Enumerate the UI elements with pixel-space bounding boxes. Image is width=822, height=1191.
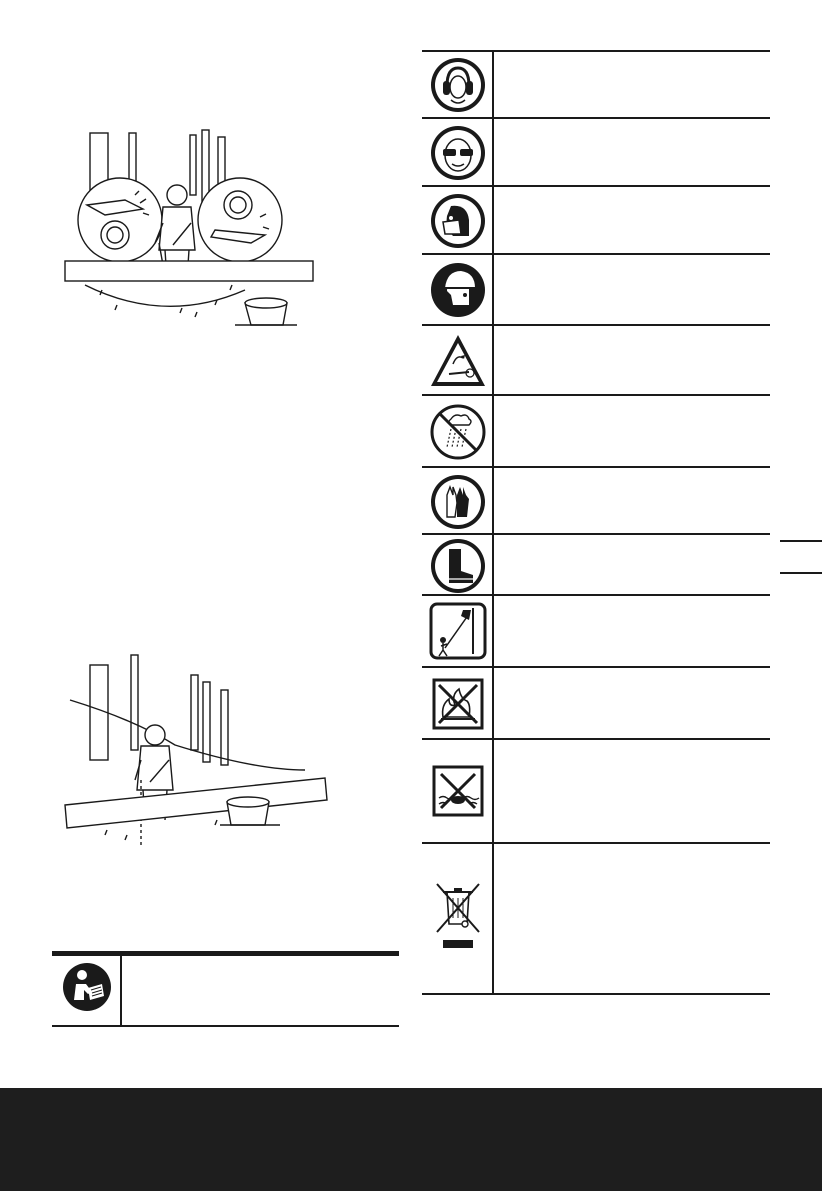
symbol-row <box>422 466 770 535</box>
wear-boots-icon <box>429 537 487 595</box>
symbol-row <box>422 842 770 995</box>
symbol-row <box>422 738 770 844</box>
log-cutting-illustration-supported <box>55 125 325 335</box>
power-line-distance-icon <box>429 602 487 660</box>
side-tab-mark-top <box>780 540 822 542</box>
side-tab-mark-bottom <box>780 572 822 574</box>
note-divider <box>120 956 122 1026</box>
symbol-row <box>422 324 770 396</box>
dust-mask-icon <box>429 192 487 250</box>
read-manual-icon <box>62 962 112 1012</box>
no-rain-icon <box>429 403 487 461</box>
falling-objects-warning-icon <box>429 332 487 390</box>
head-protection-icon <box>429 261 487 319</box>
symbol-row <box>422 185 770 255</box>
symbol-row <box>422 394 770 468</box>
symbol-row <box>422 666 770 740</box>
note-top-rule <box>52 951 399 956</box>
no-water-disposal-icon <box>429 762 487 820</box>
footer-band <box>0 1088 822 1191</box>
symbol-row <box>422 253 770 326</box>
log-cutting-illustration-slope <box>55 650 345 850</box>
note-bottom-rule <box>52 1025 399 1027</box>
symbol-row <box>422 50 770 119</box>
no-fire-icon <box>429 675 487 733</box>
weee-bin-icon <box>429 878 487 958</box>
symbol-row <box>422 117 770 187</box>
symbol-row <box>422 533 770 596</box>
ear-protection-icon <box>429 56 487 114</box>
eye-protection-icon <box>429 124 487 182</box>
wear-gloves-icon <box>429 473 487 531</box>
safety-symbols-table <box>422 50 770 993</box>
symbol-row <box>422 594 770 668</box>
